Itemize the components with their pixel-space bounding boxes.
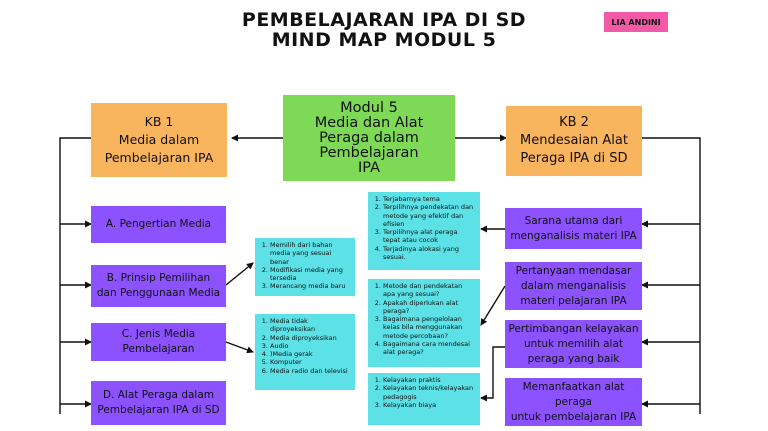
note-list-item: 1. Kelayakan praktis [383,376,476,384]
kb1-item-d-line-2: Pembelajaran IPA di SD [97,404,220,416]
center-topic-box [283,95,455,181]
kb1-item-a [91,206,226,243]
kb2-line-3: Peraga IPA di SD [520,151,628,166]
note-list-item: 2. Terpilihnya pendekatan dan metode yang efektif dan efisien [383,203,476,228]
note-list-item: 3. Kelayakan biaya [383,401,476,409]
kb2-item-3-line-2: untuk memilih alat [523,337,624,350]
kb2-item-1 [505,208,642,249]
kb1-line-2: Media dalam [118,132,200,147]
kb2-item-3 [505,320,642,368]
note-list-item: 2. Modifikasi media yang tersedia [270,266,351,283]
note-list-item: 3. Audio [270,342,351,350]
note-list-item: 2. Kelayakan teknis/kelayakan pedagogis [383,384,476,401]
note-list-item: 4. Terjadinya alokasi yang sesuai. [383,245,476,262]
kb1-item-b-line-2: dan Penggunaan Media [96,287,221,299]
kb2-note-pertanyaan [368,279,480,367]
center-line-1: Modul 5 [340,99,398,116]
kb1-item-c-line-1: C. Jenis Media [121,328,196,340]
kb2-item-2-line-2: dalam menganalisis [520,279,627,292]
kb1-line-1: KB 1 [144,114,174,129]
kb1-item-b-line-1: B. Prinsip Pemilihan [106,272,211,284]
title-line-1: PEMBELAJARAN IPA DI SD [241,9,527,31]
note-list-item: 1. Memilih dari bahan media yang sesuai benar [270,241,351,266]
center-line-2: Media dan Alat [314,114,424,131]
kb1-item-b [91,265,226,307]
kb2-item-4-line-3: untuk pembelajaran IPA [510,410,637,423]
center-line-5: IPA [357,159,380,176]
kb2-item-2-line-3: materi pelajaran IPA [520,294,627,307]
note-list-item: 2. Media diproyeksikan [270,334,351,342]
note-list-item: 1. Terjabarnya tema [383,195,476,203]
kb2-line-2: Mendesaian Alat [520,133,628,148]
kb1-spine [60,138,91,414]
kb1-item-c-line-2: Pembelajaran [122,343,195,355]
note-list-item: 3. Merancang media baru [270,282,351,290]
kb2-item-1-line-1: Sarana utama dari [524,214,623,227]
kb1-note-jenis [255,314,355,390]
kb2-item-4-line-2: peraga [555,395,592,408]
arrow-kb2-item-3-to-note [481,347,505,398]
note-list-item: 3. Bagaimana pengelolaan kelas bila menggunakan metode percobaan? [383,315,476,340]
center-line-3: Peraga dalam [319,129,419,146]
kb2-note-sarana [368,192,480,270]
title-line-2: MIND MAP MODUL 5 [271,29,497,51]
arrow-item-b-to-note [226,263,253,285]
kb1-box [91,103,227,177]
note-list-item: 3. Terpilihnya alat peraga tepat atau cocok [383,228,476,245]
note-list-item: 1. Metode dan pendekatan apa yang sesuai? [383,282,476,299]
kb1-note-prinsip [255,238,355,296]
kb2-note-kelayakan [368,373,480,425]
kb2-line-1: KB 2 [559,115,589,130]
center-line-4: Pembelajaran [319,144,419,161]
kb2-item-3-line-1: Pertimbangan kelayakan [508,322,639,335]
note-list-item: 4. )Media gerak [270,350,351,358]
arrow-item-c-to-note [226,342,253,352]
kb1-line-3: Pembelajaran IPA [104,150,214,165]
kb2-box [506,106,642,176]
kb2-item-2-line-1: Pertanyaan mendasar [515,264,632,277]
note-list-item: 6. Media radio dan televisi [270,367,351,375]
note-list-item: 4. Bagaimana cara mendesai alat peraga? [383,340,476,357]
arrow-kb2-item-2-to-note [481,286,505,325]
kb1-item-d-line-1: D. Alat Peraga dalam [102,389,215,401]
kb2-item-2 [505,262,642,310]
kb2-item-3-line-3: peraga yang baik [527,352,620,365]
kb2-item-1-line-2: menganalisis materi IPA [510,229,637,242]
note-list-item: 1. Media tidak diproyeksikan [270,317,351,334]
kb2-spine [642,138,700,414]
kb1-item-a-line-1: A. Pengertian Media [105,218,212,230]
author-badge: LIA ANDINI [604,12,668,32]
note-list-item: 5. Komputer [270,358,351,366]
kb1-item-d [91,381,226,425]
kb1-item-c [91,323,226,361]
kb2-item-4 [505,378,642,426]
note-list-item: 2. Apakah diperlukan alat peraga? [383,299,476,316]
kb2-item-4-line-1: Memanfaatkan alat [522,380,625,393]
